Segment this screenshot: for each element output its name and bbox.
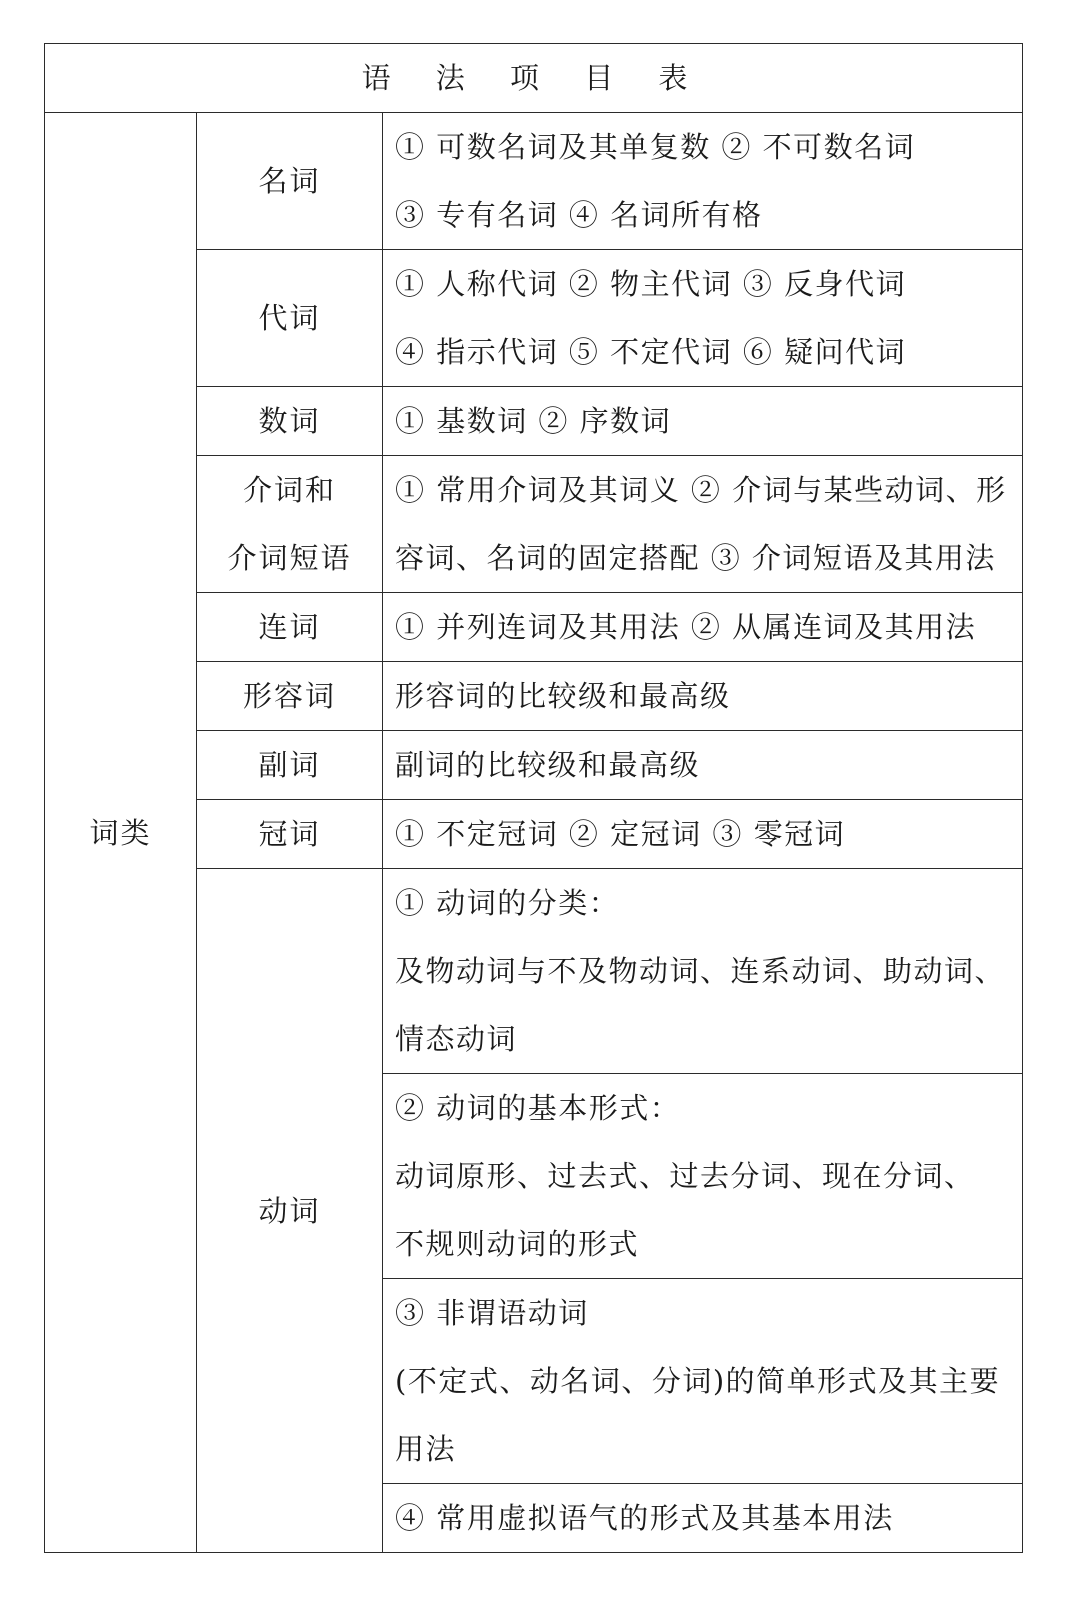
table-title-row	[45, 44, 1023, 113]
subcategory-cell	[197, 456, 383, 593]
content-cell	[383, 387, 1023, 456]
content-line: 容词、名词的固定搭配 ③ 介词短语及其用法	[395, 541, 996, 575]
content-line: (不定式、动名词、分词)的简单形式及其主要	[395, 1364, 1001, 1398]
subcategory-cell: 形容词	[197, 662, 383, 731]
category-cell: 词类	[45, 113, 197, 1553]
subcategory-cell-verb: 动词	[197, 869, 383, 1553]
content-cell	[383, 593, 1023, 662]
content-line: ① 人称代词 ② 物主代词 ③ 反身代词	[395, 267, 907, 301]
content-line: ④ 常用虚拟语气的形式及其基本用法	[395, 1501, 894, 1535]
table-row	[45, 113, 1023, 250]
content-line: ① 不定冠词 ② 定冠词 ③ 零冠词	[395, 817, 846, 851]
content-cell	[383, 113, 1023, 250]
grammar-items-table	[44, 43, 1023, 1553]
subcategory-cell: 名词	[197, 113, 383, 250]
content-line: ① 基数词 ② 序数词	[395, 404, 672, 438]
content-line: 情态动词	[395, 1022, 518, 1056]
content-line: 及物动词与不及物动词、连系动词、助动词、	[395, 954, 1006, 988]
content-line: 副词的比较级和最高级	[395, 748, 701, 782]
content-cell	[383, 731, 1023, 800]
content-cell	[383, 662, 1023, 731]
content-line: 不规则动词的形式	[395, 1227, 640, 1261]
subcategory-cell: 代词	[197, 250, 383, 387]
content-cell	[383, 456, 1023, 593]
content-line: ① 动词的分类：	[395, 886, 620, 920]
content-line: ④ 指示代词 ⑤ 不定代词 ⑥ 疑问代词	[395, 335, 907, 369]
table-title: 语 法 项 目 表	[45, 44, 1023, 113]
subcategory-cell: 连词	[197, 593, 383, 662]
content-cell	[383, 869, 1023, 1074]
content-line: 形容词的比较级和最高级	[395, 679, 731, 713]
content-cell	[383, 800, 1023, 869]
content-line: ② 动词的基本形式：	[395, 1091, 681, 1125]
subcategory-cell: 冠词	[197, 800, 383, 869]
content-line: ③ 非谓语动词	[395, 1296, 589, 1330]
content-line: ① 常用介词及其词义 ② 介词与某些动词、形	[395, 473, 1007, 507]
subcategory-line: 介词短语	[227, 541, 352, 575]
content-line: 用法	[395, 1432, 457, 1466]
subcategory-line: 介词和	[242, 473, 336, 507]
content-line: ③ 专有名词 ④ 名词所有格	[395, 198, 763, 232]
subcategory-cell: 副词	[197, 731, 383, 800]
content-cell	[383, 1074, 1023, 1279]
subcategory-cell: 数词	[197, 387, 383, 456]
content-line: ① 并列连词及其用法 ② 从属连词及其用法	[395, 610, 977, 644]
content-cell	[383, 1279, 1023, 1484]
content-cell	[383, 1484, 1023, 1553]
content-line: ① 可数名词及其单复数 ② 不可数名词	[395, 130, 916, 164]
content-line: 动词原形、过去式、过去分词、现在分词、	[395, 1159, 975, 1193]
content-cell	[383, 250, 1023, 387]
